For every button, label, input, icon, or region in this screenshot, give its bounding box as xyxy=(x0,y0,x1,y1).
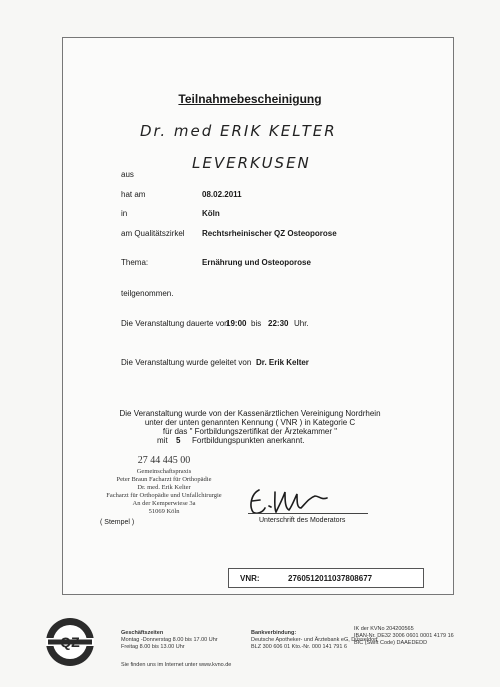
date-label: hat am xyxy=(121,190,146,199)
circle-value: Rechtsrheinischer QZ Osteoporose xyxy=(202,229,337,238)
footer-hours-2: Freitag 8.00 bis 13.00 Uhr xyxy=(121,644,185,650)
footer-bank-1: Deutsche Apotheker- und Ärztebank eG, Düsseldorf xyxy=(251,637,378,643)
stamp-line: 51069 Köln xyxy=(148,508,180,515)
topic-value: Ernährung und Osteoporose xyxy=(202,258,311,267)
footer-hours-1: Montag -Donnerstag 8.00 bis 17.00 Uhr xyxy=(121,637,218,643)
footer-ids-3: BIC (Swift Code) DAAEDEDD xyxy=(354,640,428,646)
date-value: 08.02.2011 xyxy=(202,190,242,199)
leader-name: Dr. Erik Kelter xyxy=(256,358,309,367)
document-title: Teilnahmebescheinigung xyxy=(178,92,322,106)
vnr-value: 2760512011037808677 xyxy=(288,574,373,583)
place-label: in xyxy=(121,209,128,218)
stamp-number: 27 44 445 00 xyxy=(137,455,191,466)
stamp-line: An der Kemperwiese 3a xyxy=(132,500,196,507)
recognition-line-2: unter der unten genannten Kennung ( VNR ) in Kategorie C xyxy=(144,418,356,427)
aus-label: aus xyxy=(121,170,134,179)
stamp-line: Dr. med. Erik Kelter xyxy=(137,484,191,491)
stamp-label: ( Stempel ) xyxy=(100,519,135,526)
stamp-line: Peter Braun Facharzt für Orthopädie xyxy=(116,476,212,483)
duration-mid: bis xyxy=(251,319,262,328)
handwritten-name: Dr. med ERIK KELTER xyxy=(140,122,337,140)
recognition-mit: mit xyxy=(157,436,168,445)
stamp-line: Gemeinschaftspraxis xyxy=(136,468,192,475)
leader-prefix: Die Veranstaltung wurde geleitet von xyxy=(121,358,252,367)
participated-text: teilgenommen. xyxy=(121,289,174,298)
recognition-line-3: für das " Fortbildungszertifikat der Ärztekammer " xyxy=(162,427,338,436)
recognition-line-1: Die Veranstaltung wurde von der Kassenärztlichen Vereinigung Nordrhein xyxy=(119,409,381,418)
footer-website[interactable]: Sie finden uns im Internet unter www.kvno.de xyxy=(121,662,232,668)
moderator-signature xyxy=(245,486,335,516)
logo-text: QZ xyxy=(60,634,80,650)
handwritten-city: LEVERKUSEN xyxy=(192,154,311,172)
topic-label: Thema: xyxy=(121,258,149,267)
circle-label: am Qualitätszirkel xyxy=(121,229,185,238)
footer-ids-2: IBAN-Nr. DE32 3006 0601 0001 4179 16 xyxy=(354,633,454,639)
stamp-line: Facharzt für Orthopädie und Unfallchirurgie xyxy=(106,492,222,499)
vnr-label: VNR: xyxy=(240,574,260,583)
signature-label: Unterschrift des Moderators xyxy=(259,517,346,524)
duration-from: 19:00 xyxy=(226,319,247,328)
practice-stamp xyxy=(94,455,234,516)
duration-prefix: Die Veranstaltung dauerte von xyxy=(121,319,229,328)
qz-logo xyxy=(44,616,96,668)
footer-bank-2: BLZ 300 606 01 Kto.-Nr. 000 141 791 6 xyxy=(251,644,348,650)
signature-line xyxy=(248,513,368,514)
duration-to: 22:30 xyxy=(268,319,289,328)
recognition-line-4: Fortbildungspunkten anerkannt. xyxy=(192,436,305,445)
footer-hours-title: Geschäftszeiten xyxy=(121,630,164,636)
footer-ids-1: IK der KVNo 204200565 xyxy=(354,626,414,632)
recognition-points: 5 xyxy=(176,436,181,445)
footer-bank-title: Bankverbindung: xyxy=(251,630,297,636)
place-value: Köln xyxy=(202,209,220,218)
duration-suffix: Uhr. xyxy=(294,319,309,328)
